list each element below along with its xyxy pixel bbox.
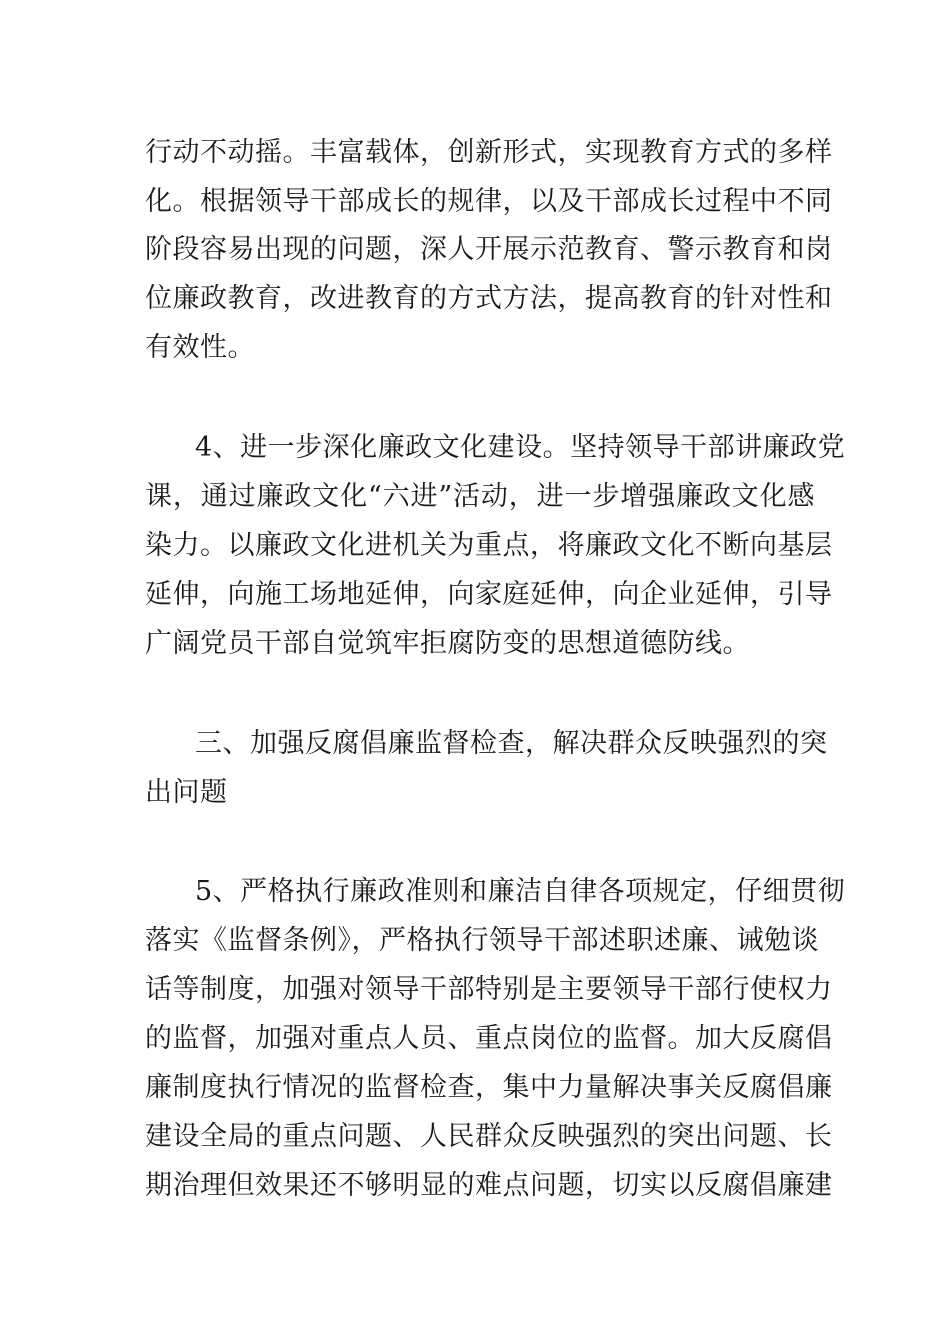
text-line: 4、进一步深化廉政文化建设。坚持领导干部讲廉政党 <box>195 432 846 463</box>
text-line: 阶段容易出现的问题，深人开展示范教育、警示教育和岗 <box>145 234 833 265</box>
text-line: 5、严格执行廉政准则和廉洁自律各项规定，仔细贯彻 <box>195 876 846 907</box>
text-line: 三、加强反腐倡廉监督检查，解决群众反映强烈的突 <box>195 728 828 759</box>
text-line: 期治理但效果还不够明显的难点问题，切实以反腐倡廉建 <box>145 1170 833 1201</box>
text-line: 落实《监督条例》，严格执行领导干部述职述廉、诫勉谈 <box>145 925 819 956</box>
text-line: 的监督，加强对重点人员、重点岗位的监督。加大反腐倡 <box>145 1023 833 1054</box>
text-line: 课，通过廉政文化“六进”活动，进一步增强廉政文化感 <box>145 481 815 512</box>
text-line: 位廉政教育，改进教育的方式方法，提高教育的针对性和 <box>145 283 833 314</box>
text-line: 建设全局的重点问题、人民群众反映强烈的突出问题、长 <box>145 1121 833 1152</box>
text-line: 有效性。 <box>145 332 255 363</box>
text-line: 广阔党员干部自觉筑牢拒腐防变的思想道德防线。 <box>145 628 750 659</box>
text-line: 行动不动摇。丰富载体，创新形式，实现教育方式的多样 <box>145 137 833 168</box>
text-line: 染力。以廉政文化进机关为重点，将廉政文化不断向基层 <box>145 530 833 561</box>
text-line: 廉制度执行情况的监督检查，集中力量解决事关反腐倡廉 <box>145 1072 833 1103</box>
text-line: 化。根据领导干部成长的规律，以及干部成长过程中不同 <box>145 186 833 217</box>
text-line: 话等制度，加强对领导干部特别是主要领导干部行使权力 <box>145 974 833 1005</box>
text-line: 延伸，向施工场地延伸，向家庭延伸，向企业延伸，引导 <box>145 579 833 610</box>
text-line: 出问题 <box>145 777 228 808</box>
